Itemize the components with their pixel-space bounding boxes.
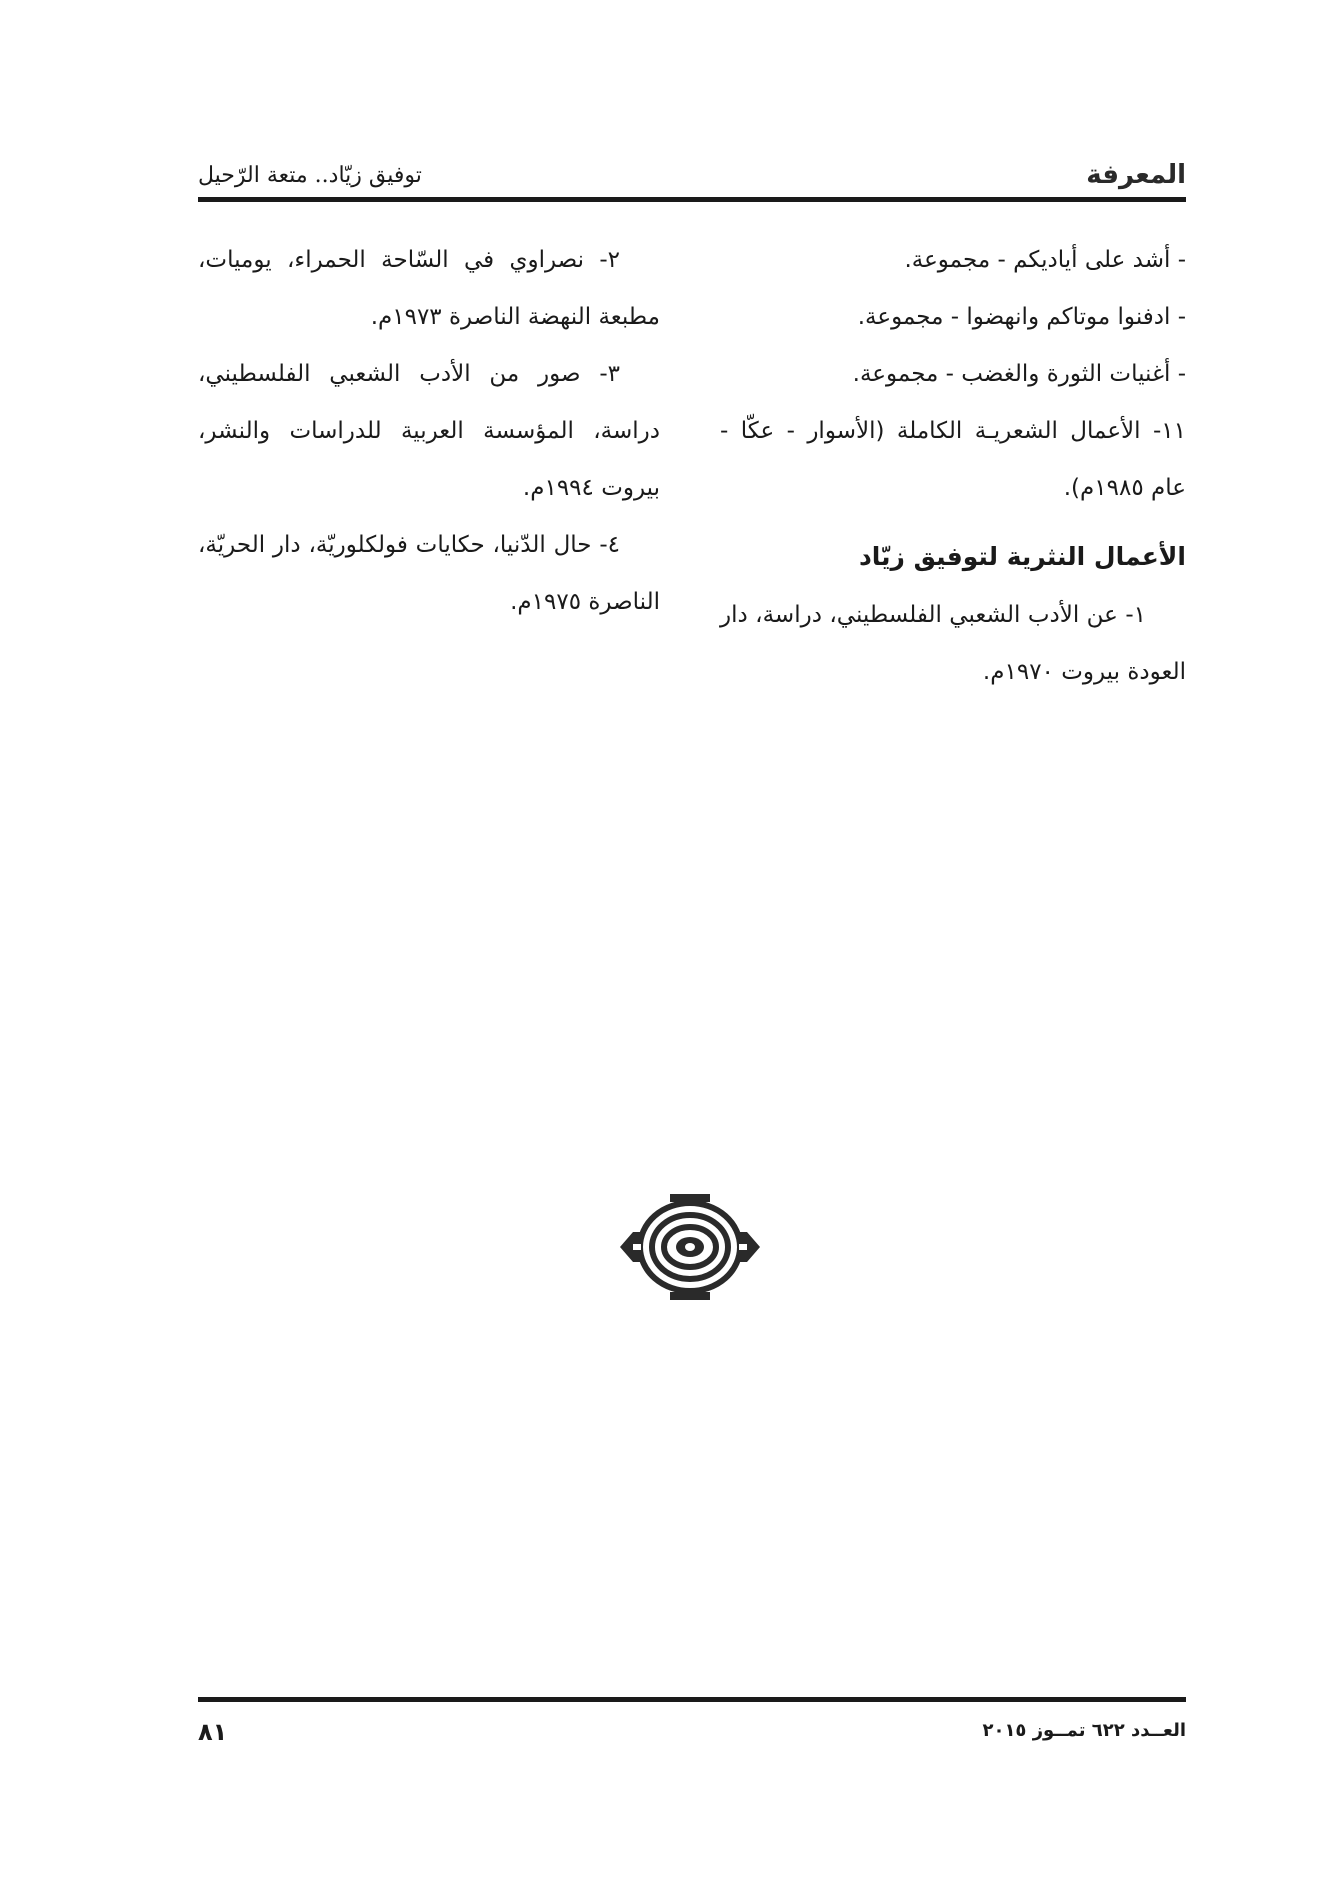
footer-divider [198, 1697, 1186, 1702]
list-item: ٢- نصراوي في السّاحة الحمراء، يوميات، مطبعة النهضة الناصرة ١٩٧٣م. [198, 247, 660, 330]
list-item: - ادفنوا موتاكم وانهضوا - مجموعة. [857, 304, 1186, 330]
page-number: ٨١ [198, 1718, 228, 1746]
list-item: ٣- صور من الأدب الشعبي الفلسطيني، دراسة، المؤسسة العربية للدراسات والنشر، بيروت ١٩٩٤م. [198, 361, 660, 501]
ornament-icon [615, 1192, 765, 1302]
header-divider [198, 197, 1186, 202]
issue-info: العــدد ٦٢٢ تمــوز ٢٠١٥ [982, 1720, 1186, 1741]
list-item: - أغنيات الثورة والغضب - مجموعة. [852, 361, 1186, 387]
list-item: ١- عن الأدب الشعبي الفلسطيني، دراسة، دار العودة بيروت ١٩٧٠م. [720, 602, 1186, 685]
list-item: ٤- حال الدّنيا، حكايات فولكلوريّة، دار الحريّة، الناصرة ١٩٧٥م. [198, 532, 660, 615]
list-item: - أشد على أياديكم - مجموعة. [904, 247, 1186, 273]
right-column [720, 232, 1186, 701]
list-item: ١١- الأعمال الشعريـة الكاملة (الأسوار - عكّا - عام ١٩٨٥م). [720, 418, 1186, 501]
page-header [198, 150, 1186, 200]
left-column [198, 232, 660, 631]
magazine-logo: المعرفة [1086, 160, 1186, 190]
page-footer [198, 1718, 1186, 1758]
article-title: توفيق زيّاد.. متعة الرّحيل [198, 163, 422, 188]
section-heading: الأعمال النثرية لتوفيق زيّاد [858, 542, 1186, 571]
